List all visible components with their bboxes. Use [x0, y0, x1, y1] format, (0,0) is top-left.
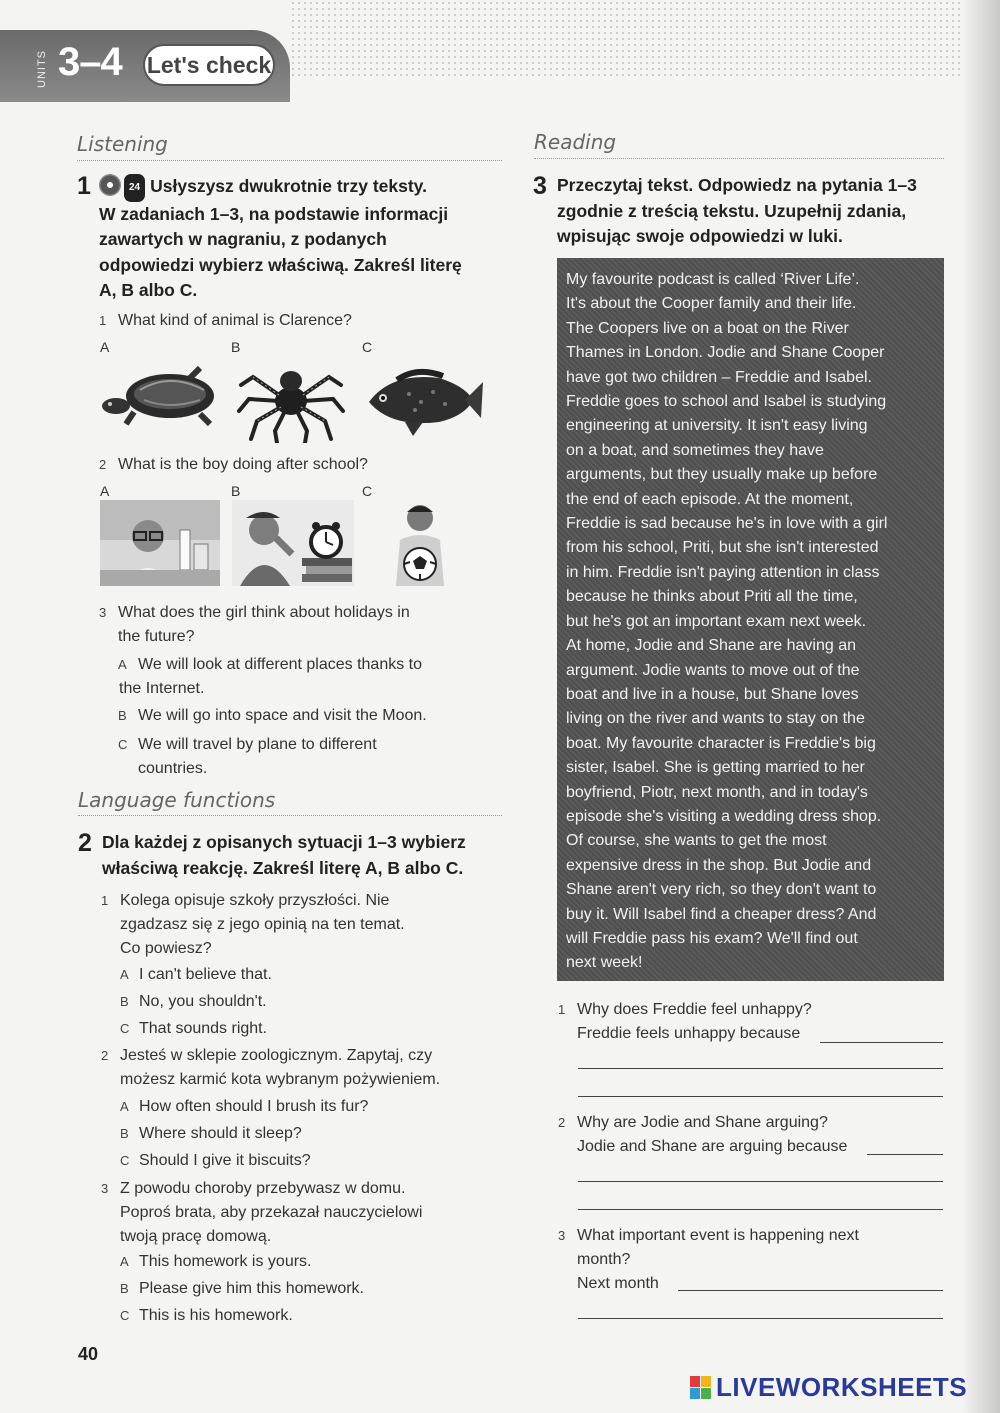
answer-line-2b[interactable] — [578, 1181, 943, 1182]
turtle-image[interactable] — [100, 360, 222, 430]
option-letter-a[interactable]: A — [100, 339, 110, 355]
answer-line-3b[interactable] — [578, 1318, 943, 1319]
task-3-instruction: Przeczytaj tekst. Odpowiedz na pytania 1–3 zgodnie z treścią tekstu. Uzupełnij zdania, wpisując swoje odpowiedzi w luki. — [557, 175, 917, 246]
language-question-3: 3 Z powodu choroby przebywasz w domu. Poproś brata, aby przekazał nauczycielowi twoją pracę domową. — [101, 1180, 423, 1245]
option-a[interactable]: A How often should I brush its fur? — [120, 1098, 369, 1115]
cd-icon — [99, 174, 121, 196]
answer-line-1c[interactable] — [578, 1096, 943, 1097]
option-c[interactable]: C That sounds right. — [120, 1020, 268, 1037]
answer-line-2a[interactable] — [867, 1154, 943, 1155]
answer-line-2c[interactable] — [578, 1209, 943, 1210]
option-b[interactable]: B Please give him this homework. — [120, 1280, 364, 1297]
spider-image[interactable] — [235, 355, 347, 443]
option-c[interactable]: C Should I give it biscuits? — [120, 1152, 311, 1169]
listening-rule — [77, 160, 502, 161]
language-functions-section-title: Language functions — [78, 788, 276, 812]
option-letter-b[interactable]: B — [231, 483, 241, 499]
answer-line-1a[interactable] — [820, 1042, 943, 1043]
listening-question-3: 3 What does the girl think about holidays in the future? — [99, 604, 410, 645]
header-dot-pattern — [290, 0, 970, 78]
fish-image[interactable] — [361, 364, 483, 438]
option-letter-c[interactable]: C — [362, 483, 373, 499]
boy-studying-clock-image[interactable] — [232, 500, 354, 586]
boy-laboratory-image[interactable] — [100, 500, 220, 586]
option-b[interactable]: B No, you shouldn't. — [120, 993, 267, 1010]
reading-question-3: 3 What important event is happening next month? Next month — [558, 1227, 859, 1292]
units-label: UNITS — [36, 50, 48, 88]
language-question-2: 2 Jesteś w sklepie zoologicznym. Zapytaj, czy możesz karmić kota wybranym pożywieniem. — [101, 1047, 441, 1088]
listening-question-2: 2 What is the boy doing after school? — [99, 456, 368, 473]
page-edge-shadow — [962, 0, 1000, 1413]
page-number: 40 — [78, 1344, 99, 1364]
option-a[interactable]: A This homework is yours. — [120, 1253, 312, 1270]
track-number-badge: 24 — [124, 174, 145, 202]
reading-passage: My favourite podcast is called ‘River Life’. It's about the Cooper family and their life. The Coopers live on a boat on the River Thames in London. Jodie and Shane Cooper have got two children – Freddie and Isabel. Freddie goes to school and Isabel is studying engineering at university. It isn't easy living on a boat, and sometimes they have arguments, but they usually make up before the end of each episode. At the moment, Freddie is sad because he's in love with a girl from his school, Priti, but she isn't interested in him. Freddie isn't paying attention in class because he thinks about Priti all the time, but he's got an important exam next week. At home, Jodie and Shane are having an argument. Jodie wants to move out of the boat and live in a house, but Shane loves living on the river and wants to stay on the boat. My favourite character is Freddie's big sister, Isabel. She is getting married to her boyfriend, Piotr, next month, and in today's episode she's visiting a wedding dress shop. Of course, she wants to get the most expensive dress in the shop. But Jodie and Shane aren't very rich, so they don't want to buy it. Will Isabel find a cheaper dress? And will Freddie pass his exam? We'll find out next week! — [557, 258, 944, 981]
reading-question-2: 2 Why are Jodie and Shane arguing? Jodie and Shane are arguing because — [558, 1114, 848, 1155]
liveworksheets-logo-icon — [690, 1376, 712, 1400]
answer-line-1b[interactable] — [578, 1068, 943, 1069]
answer-line-3a[interactable] — [678, 1290, 943, 1291]
language-functions-rule — [78, 815, 502, 816]
lets-check-badge: Let's check — [143, 44, 275, 86]
reading-rule — [534, 158, 944, 159]
option-letter-b[interactable]: B — [231, 339, 241, 355]
option-c[interactable]: C We will travel by plane to different countries. — [118, 736, 377, 777]
task-1-instruction: 24 Usłyszysz dwukrotnie trzy teksty. W zadaniach 1–3, na podstawie informacji zawartych w nagraniu, z podanych odpowiedzi wybierz właściwą. Zakreśl literę A, B albo C. — [99, 176, 462, 300]
reading-question-1: 1 Why does Freddie feel unhappy? Freddie feels unhappy because — [558, 1001, 812, 1042]
task-2-number: 2 — [78, 829, 92, 857]
option-a[interactable]: A I can't believe that. — [120, 966, 272, 983]
option-letter-c[interactable]: C — [362, 339, 373, 355]
language-question-1: 1 Kolega opisuje szkoły przyszłości. Nie zgadzasz się z jego opinią na ten temat. Co powiesz? — [101, 892, 405, 957]
option-letter-a[interactable]: A — [100, 483, 110, 499]
option-c[interactable]: C This is his homework. — [120, 1307, 293, 1324]
task-2-instruction: Dla każdej z opisanych sytuacji 1–3 wybierz właściwą reakcję. Zakreśl literę A, B albo C. — [102, 832, 466, 878]
option-a[interactable]: A We will look at different places thanks to the Internet. — [118, 656, 422, 697]
listening-question-1: 1 What kind of animal is Clarence? — [99, 312, 352, 329]
liveworksheets-watermark: LIVEWORKSHEETS — [716, 1372, 968, 1402]
option-b[interactable]: B Where should it sleep? — [120, 1125, 302, 1142]
task-3-number: 3 — [533, 172, 547, 200]
listening-section-title: Listening — [77, 132, 168, 156]
option-b[interactable]: B We will go into space and visit the Moon. — [118, 707, 427, 724]
unit-range: 3–4 — [58, 40, 122, 84]
reading-section-title: Reading — [534, 130, 617, 154]
task-1-number: 1 — [77, 172, 91, 200]
boy-football-image[interactable] — [390, 500, 450, 586]
